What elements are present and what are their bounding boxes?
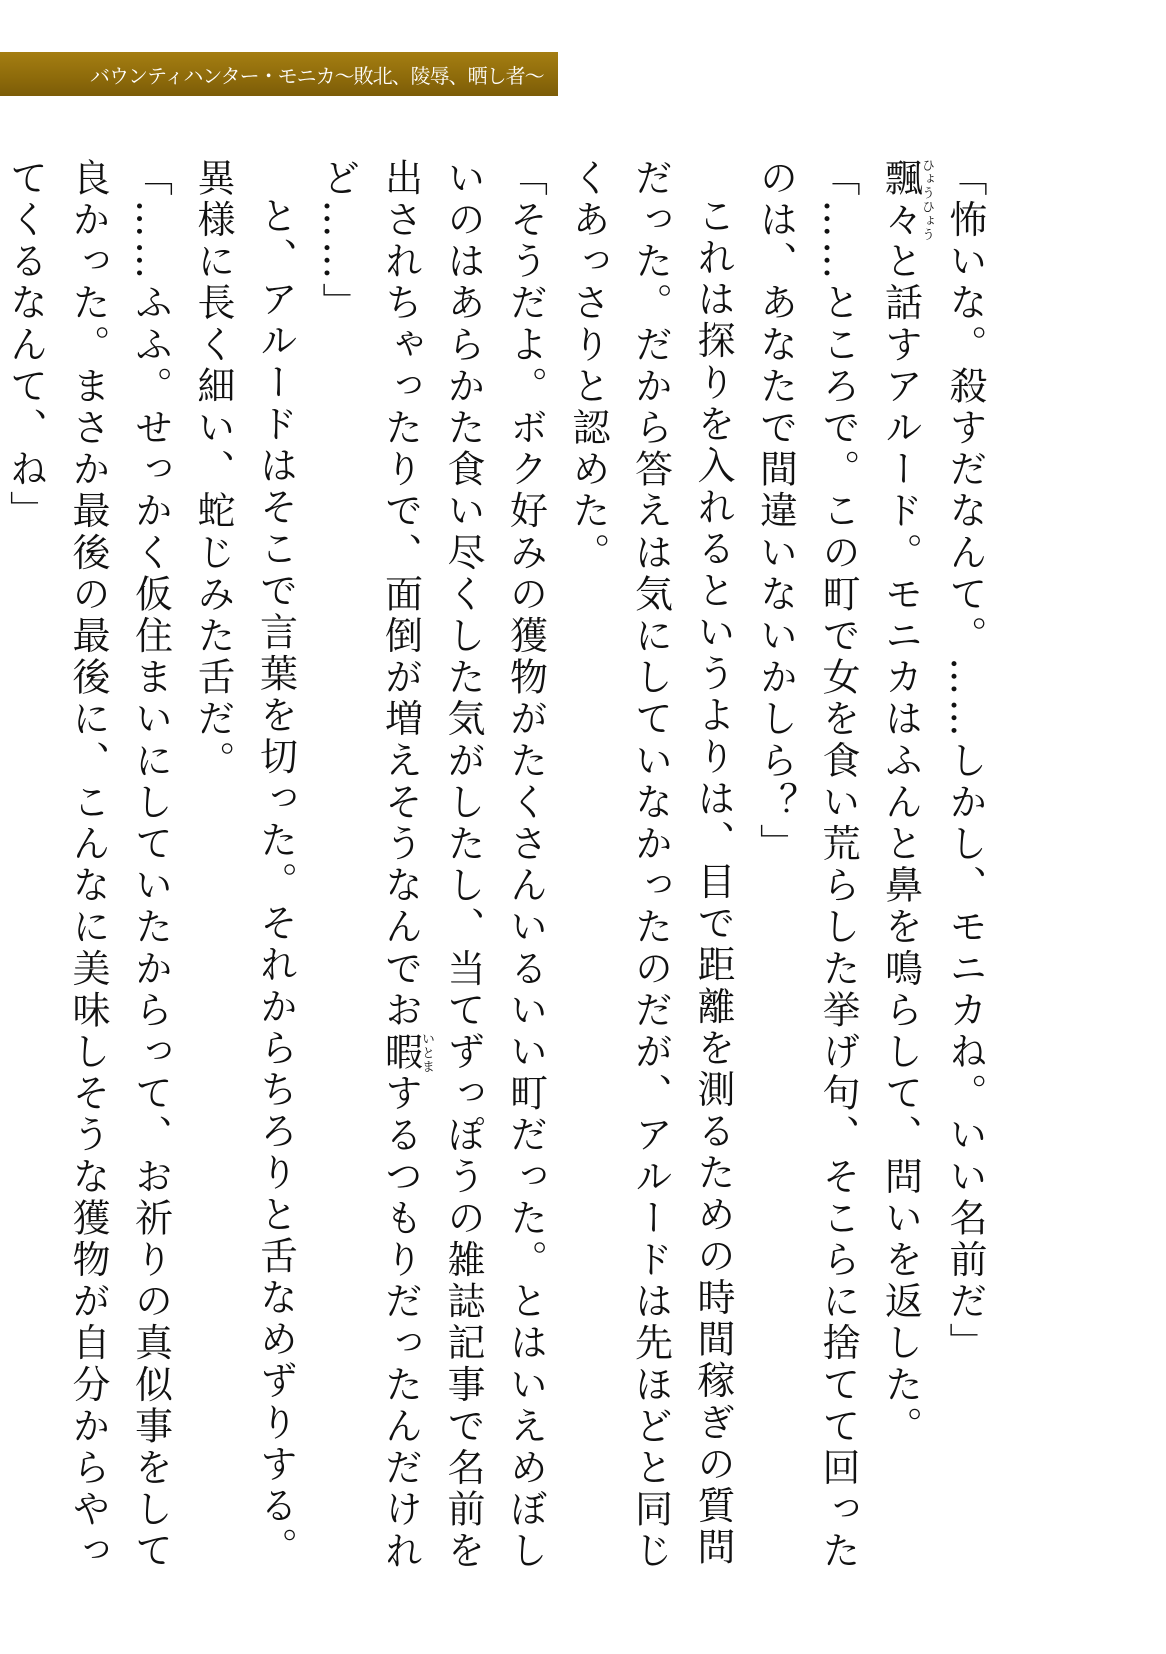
- paragraph: [744, 158, 869, 1578]
- novel-body-text: [3, 158, 996, 1578]
- paragraph: [182, 158, 307, 1578]
- paragraph: [307, 158, 557, 1578]
- paragraph-text: と、アルードはそこで言葉を切った。それからちろりと舌なめずりする。異様に長く細い、蛇じみた舌だ。: [191, 158, 298, 1569]
- paragraph-text: するつもりだったんだけれど……」: [316, 158, 423, 1573]
- paragraph-text: 「……ふふ。せっかく仮住まいにしていたからって、お祈りの真似事をして良かった。まさか最後の最後に、こんなに美味しそうな獲物が自分からやってくるなんて、ね」: [3, 158, 173, 1573]
- running-header-bar: [0, 52, 558, 96]
- ruby-base: 暇: [378, 1031, 423, 1074]
- ruby-base: 飄々: [878, 158, 923, 242]
- ruby-annotation: [378, 1031, 434, 1074]
- ruby-reading: ひょうひょう: [919, 158, 934, 242]
- paragraph-text: 「そうだよ。ボク好みの獲物がたくさんいるいい町だった。とはいえめぼしいのはあらかた食い尽くした気がしたし、当てずっぽうの雑誌記事で名前を出されちゃったりで、面倒が増えそうなんでお: [378, 158, 548, 1573]
- paragraph-text: と話すアルード。モニカはふんと鼻を鳴らして、問いを返した。: [878, 241, 923, 1448]
- paragraph: [869, 158, 934, 1578]
- paragraph-text: これは探りを入れるというよりは、目で距離を測るための時間稼ぎの質問だった。だから答えは気にしていなかったのだが、アルードは先ほどと同じくあっさりと認めた。: [566, 158, 735, 1573]
- ruby-reading: いとま: [419, 1031, 434, 1074]
- paragraph: [0, 158, 182, 1578]
- running-header-title: バウンティハンター・モニカ〜敗北、陵辱、晒し者〜: [90, 63, 544, 88]
- ruby-annotation: [878, 158, 934, 242]
- paragraph-text: 「……ところで。この町で女を食い荒らした挙げ句、そこらに捨てて回ったのは、あなたで間違いないかしら？」: [753, 158, 860, 1573]
- paragraph: [557, 158, 745, 1578]
- paragraph: [934, 158, 997, 1578]
- paragraph-text: 「怖いな。殺すだなんて。……しかし、モニカね。いい名前だ」: [943, 158, 987, 1365]
